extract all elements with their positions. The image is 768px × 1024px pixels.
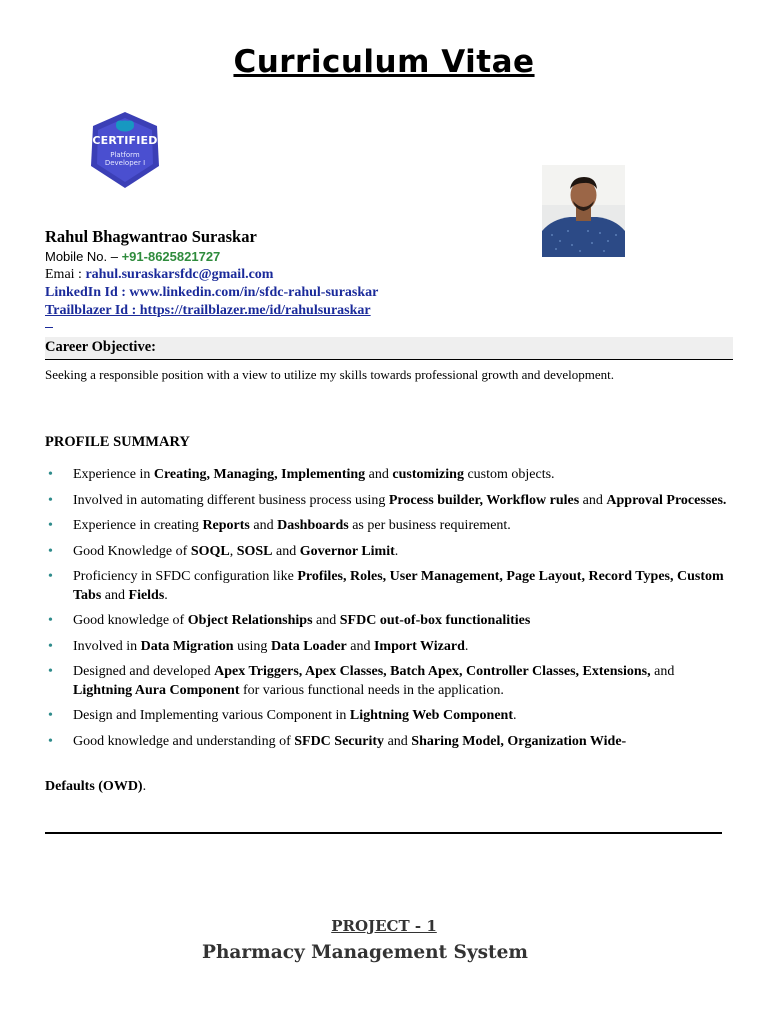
text-run: . [394,543,399,559]
mobile-line [45,249,220,264]
summary-bullet-item [45,492,735,511]
text-run: and [579,492,607,508]
linkedin-link[interactable]: LinkedIn Id : www.linkedin.com/in/sfdc-rahul-suraskar [45,285,379,300]
text-run: Sharing Model, Organization Wide- [411,733,627,749]
project-name: Pharmacy Management System [202,942,528,963]
candidate-name: Rahul Bhagwantrao Suraskar [45,227,257,246]
bullet-dot-icon: • [48,708,53,723]
section-divider [45,832,722,834]
summary-bullet-item [45,638,735,657]
profile-summary-list [45,466,735,758]
project-label: PROJECT - 1 [331,917,437,935]
summary-bullet-item [45,612,735,631]
email-link[interactable]: rahul.suraskarsfdc@gmail.com [85,267,274,282]
text-run: Involved in [73,638,141,654]
badge-line-developer: Developer I [104,159,146,167]
text-run: Governor Limit [299,543,395,559]
bullet-dot-icon: • [48,492,53,508]
text-run: Process builder, Workflow rules [388,492,580,508]
text-run: SFDC Security [294,733,385,749]
badge-line-platform: Platform [110,151,140,159]
text-run: Good knowledge of [73,613,188,628]
summary-bullet-item [45,733,735,752]
divider-mark [45,327,53,328]
text-run: Designed and developed [73,664,215,679]
text-run: as per business requirement. [348,518,511,533]
career-objective-text: Seeking a responsible position with a view to utilize my skills towards professional growth and development. [45,367,615,382]
text-run: customizing [392,467,464,482]
text-run: Design and Implementing various Component in [73,708,350,723]
summary-bullet-item [45,568,735,605]
badge-subtitle [87,151,163,167]
text-run: SOQL [190,543,230,559]
document-title: Curriculum Vitae [233,44,535,80]
text-run: Creating, Managing, Implementing [153,467,366,482]
mobile-value: +91-8625821727 [121,249,221,264]
text-run: Good knowledge and understanding of [73,733,295,749]
text-run: Lightning Aura Component [73,682,240,698]
text-run: Approval Processes. [606,492,727,508]
summary-bullet-item [45,543,735,562]
bullet-dot-icon: • [48,467,53,482]
bullet-dot-icon: • [48,613,53,628]
trailblazer-link[interactable]: Trailblazer Id : https://trailblazer.me/id/rahulsuraskar [45,303,371,318]
summary-bullet-item [45,663,735,700]
text-run: and [650,664,675,679]
summary-bullet-item [45,466,735,485]
text-run: and [101,587,129,603]
text-run: for various functional needs in the application. [239,682,504,698]
text-run: . [464,638,469,654]
text-run: Data Migration [140,638,234,654]
text-run: Experience in creating [73,518,203,533]
summary-bullet-item [45,517,735,536]
bullet-dot-icon: • [48,543,53,559]
text-run: and [272,543,300,559]
text-run: Dashboards [277,518,349,533]
text-run: SFDC out-of-box functionalities [339,613,531,628]
text-run: Good Knowledge of [73,543,191,559]
text-run: and [312,613,340,628]
text-run: Proficiency in SFDC configuration like [73,569,298,584]
certified-badge-icon [87,110,163,190]
text-run: and [384,733,412,749]
text-run: , [229,543,237,559]
bullet-dot-icon: • [48,518,53,533]
text-run: and [249,518,278,533]
email-line [45,267,273,283]
email-label: Emai : [45,267,86,282]
text-run: custom objects. [463,467,555,482]
text-run: . [512,708,517,723]
text-run: and [365,467,393,482]
text-run: Fields [128,587,165,603]
text-run: Apex Triggers, Apex Classes, Batch Apex, Controller Classes, Extensions, [214,664,651,679]
profile-photo [542,165,625,257]
text-run: . [164,587,168,603]
career-objective-heading: Career Objective: [45,339,156,355]
badge-certified-label: CERTIFIED [92,134,158,147]
text-run: . [142,779,147,794]
text-run: Reports [202,518,250,533]
profile-summary-continuation [45,779,146,795]
bullet-dot-icon: • [48,664,53,679]
bullet-dot-icon: • [48,733,53,749]
text-run: SOSL [236,543,273,559]
mobile-label: Mobile No. – [45,249,122,264]
profile-summary-heading: PROFILE SUMMARY [45,434,190,450]
text-run: Defaults (OWD) [45,779,143,794]
text-run: Profiles, Roles, User Management, Page Layout, Record Types, Custom Tabs [73,569,724,603]
bullet-dot-icon: • [48,569,53,584]
text-run: Data Loader [270,638,347,654]
text-run: Lightning Web Component [349,708,513,723]
summary-bullet-item [45,707,735,726]
text-run: and [346,638,374,654]
text-run: Experience in [73,467,154,482]
bullet-dot-icon: • [48,638,53,654]
text-run: Object Relationships [187,613,313,628]
text-run: Involved in automating different business process using [73,492,389,508]
text-run: Import Wizard [373,638,465,654]
text-run: using [233,638,271,654]
